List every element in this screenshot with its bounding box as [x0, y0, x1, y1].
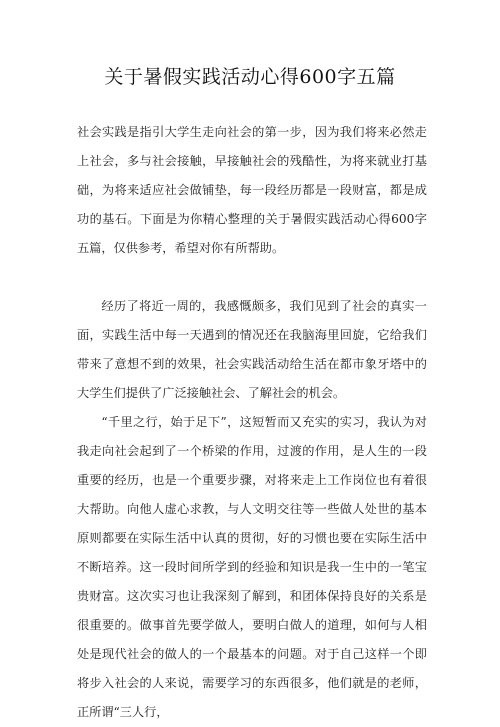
intro-paragraph: 社会实践是指引大学生走向社会的第一步，因为我们将来必然走上社会，多与社会接触，早接触社会的残酷性，为将来就业打基础，为将来适应社会做铺垫，每一段经历都是一段财富，都是成功的基石。下面是为你精心整理的关于暑假实践活动心得600字五篇，仅供参考，希望对你有所帮助。 [77, 125, 427, 255]
document-body [77, 118, 427, 727]
document-title: 关于暑假实践活动心得600字五篇 [104, 66, 396, 88]
body-paragraph-2: “千里之行，始于足下”，这短暂而又充实的实习，我认为对我走向社会起到了一个桥梁的作用，过渡的作用，是人生的一段重要的经历，也是一个重要步骤，对将来走上工作岗位也有着很大帮助。向他人虚心求教，与人文明交往等一些做人处世的基本原则都要在实际生活中认真的贯彻，好的习惯也要在实际生活中不断培养。这一段时间所学到的经验和知识是我一生中的一笔宝贵财富。这次实习也让我深刻了解到，和团体保持良好的关系是很重要的。做事首先要学做人，要明白做人的道理，如何与人相处是现代社会的做人的一个最基本的问题。对于自己这样一个即将步入社会的人来说，需要学习的东西很多，他们就是的老师，正所谓“三人行， [77, 415, 427, 719]
body-paragraph-1: 经历了将近一周的，我感慨颇多，我们见到了社会的真实一面，实践生活中每一天遇到的情况还在我脑海里回旋，它给我们带来了意想不到的效果，社会实践活动给生活在都市象牙塔中的大学生们提供了广泛接触社会、了解社会的机会。 [77, 299, 427, 400]
